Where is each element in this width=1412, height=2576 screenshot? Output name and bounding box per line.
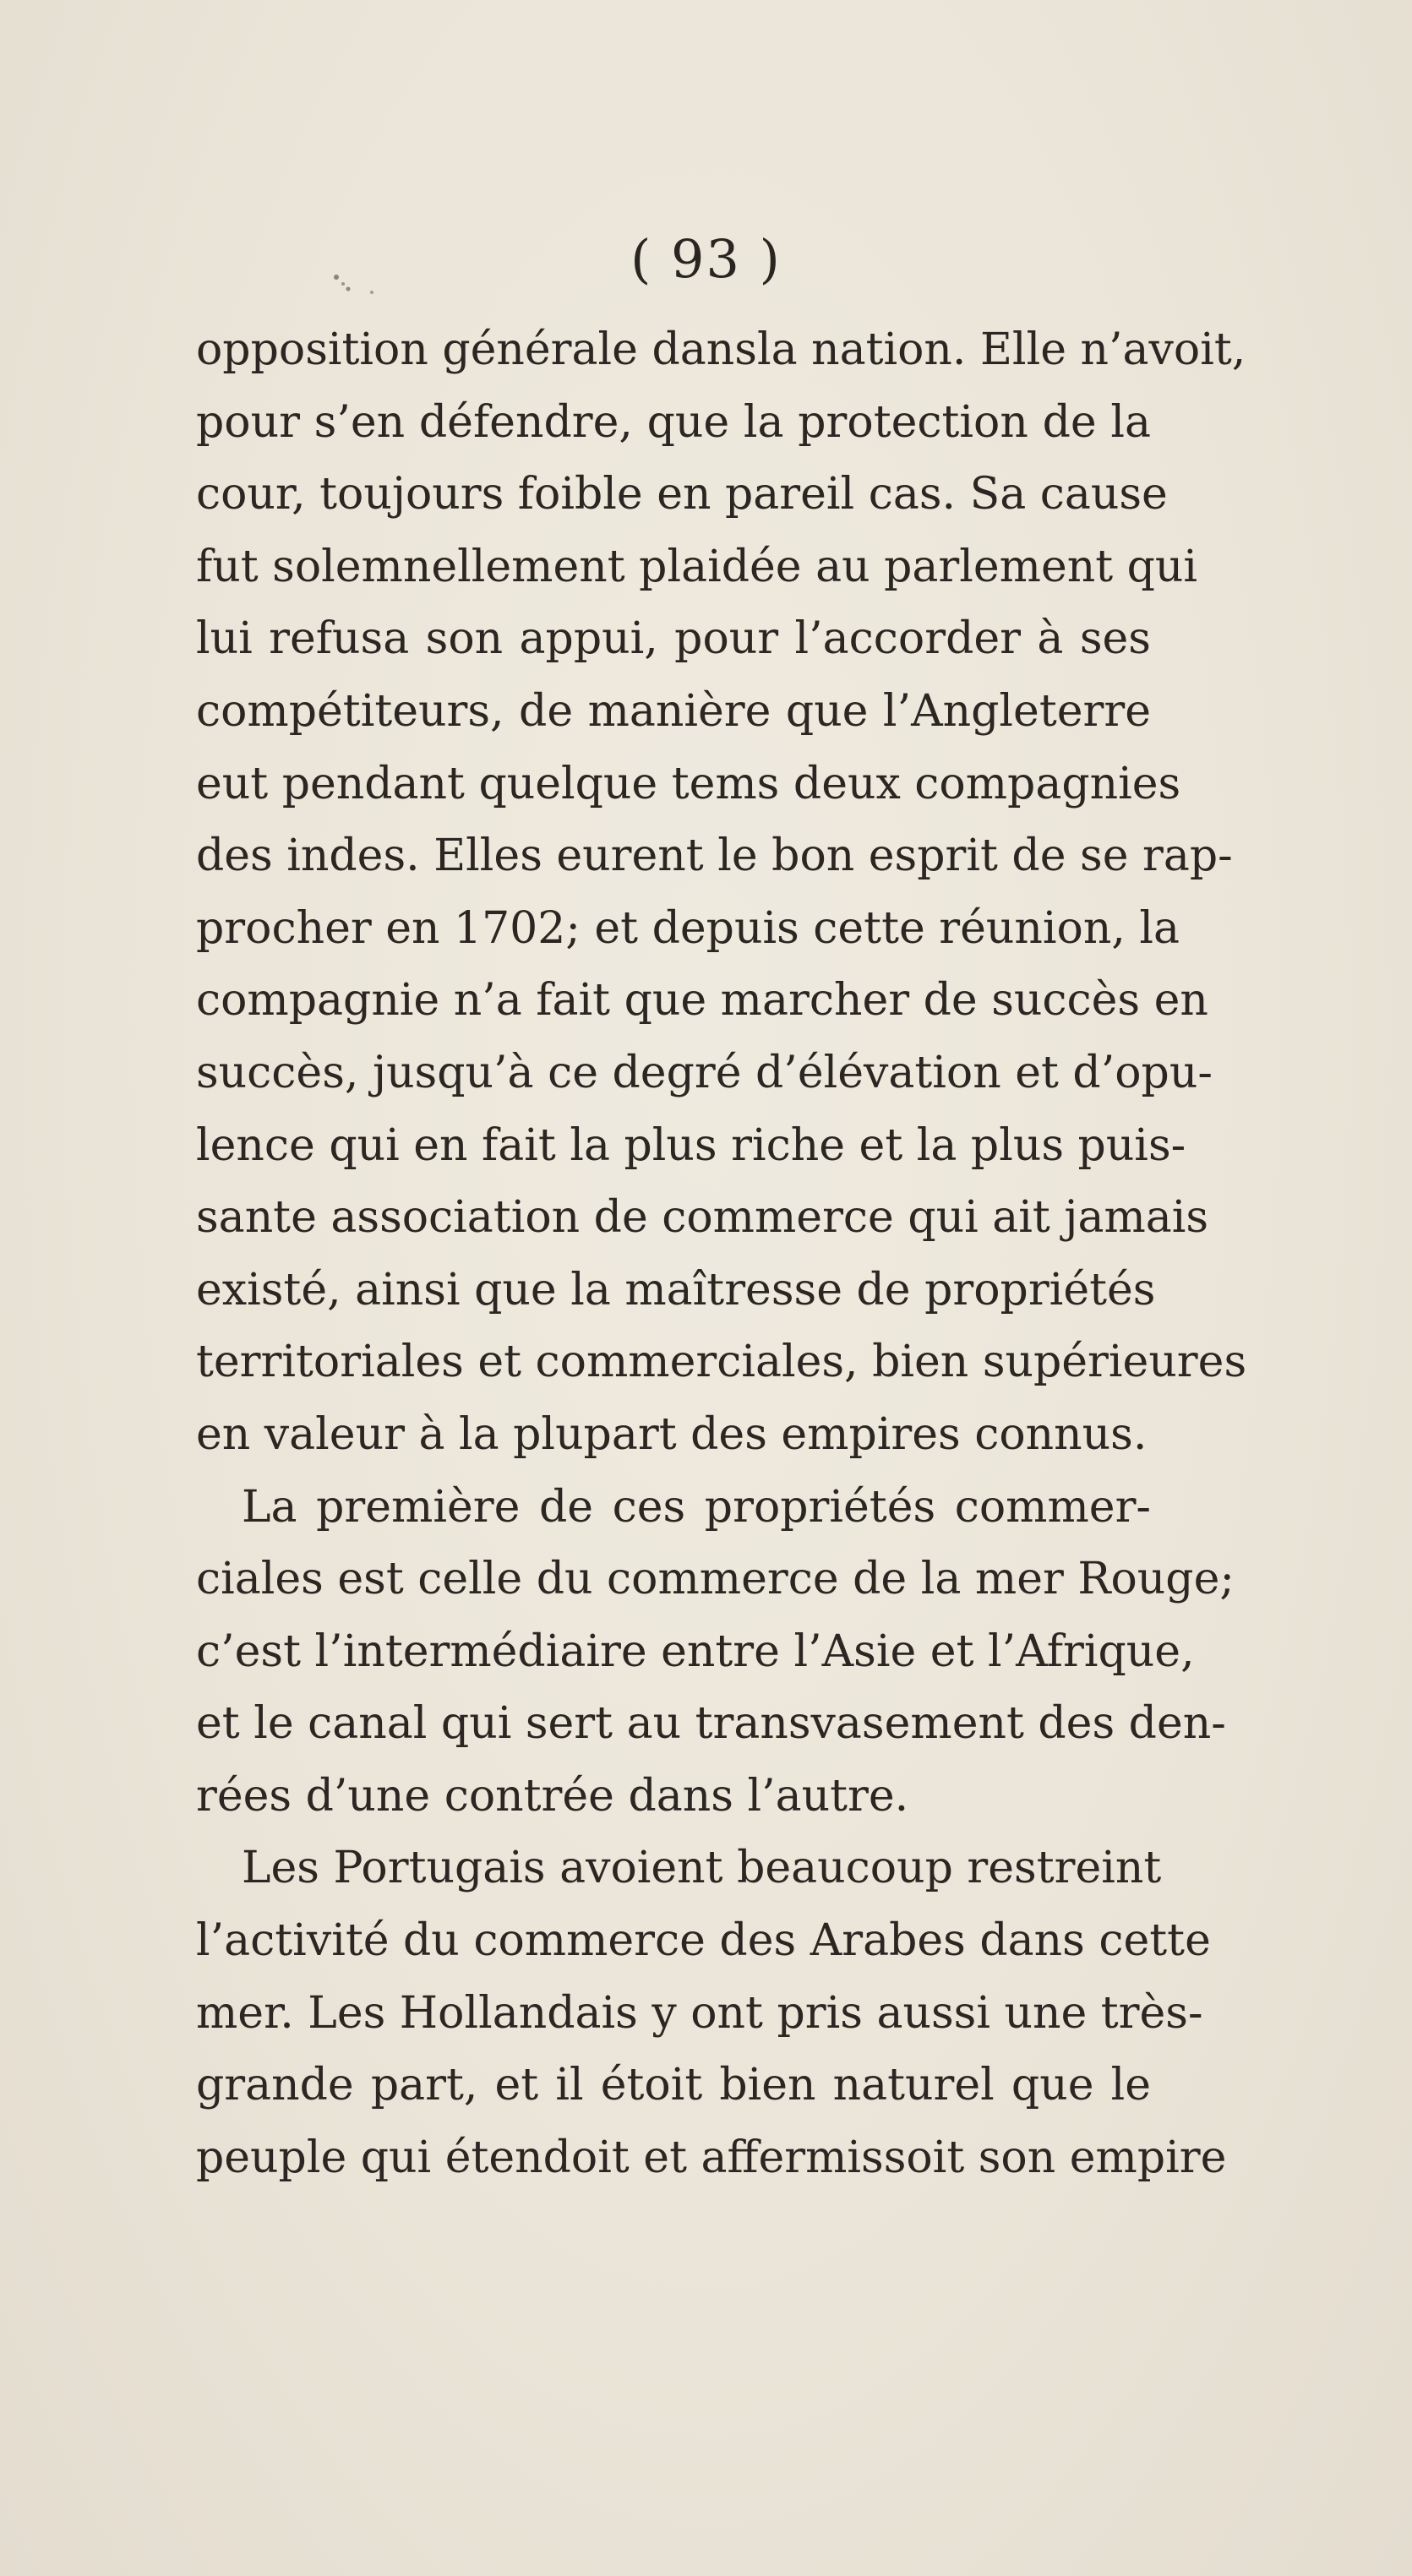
text-line: Les Portugais avoient beaucoup restreint bbox=[242, 1843, 1162, 1894]
text-line: compétiteurs, de manière que l’Angleterre bbox=[196, 685, 1151, 737]
body-text bbox=[196, 314, 1247, 2194]
text-line: pour s’en défendre, que la protection de la bbox=[196, 396, 1151, 448]
text-line: La première de ces propriétés commer- bbox=[242, 1481, 1151, 1533]
paragraph bbox=[196, 1833, 1227, 2194]
text-line: eut pendant quelque tems deux compagnies bbox=[196, 758, 1181, 809]
text-line: succès, jusqu’à ce degré d’élévation et d’opu- bbox=[196, 1047, 1213, 1098]
text-line: cour, toujours foible en pareil cas. Sa cause bbox=[196, 469, 1168, 520]
text-line: peuple qui étendoit et affermissoit son empire bbox=[196, 2132, 1227, 2183]
text-line: procher en 1702; et depuis cette réunion, la bbox=[196, 902, 1180, 954]
paragraph bbox=[196, 1472, 1235, 1833]
text-line: opposition générale dansla nation. Elle n’avoit, bbox=[196, 324, 1246, 375]
text-line: territoriales et commerciales, bien supérieures bbox=[196, 1337, 1247, 1388]
text-line: lui refusa son appui, pour l’accorder à ses bbox=[196, 613, 1151, 665]
text-line: l’activité du commerce des Arabes dans cette bbox=[196, 1915, 1211, 1967]
text-line: ciales est celle du commerce de la mer Rouge; bbox=[196, 1554, 1235, 1605]
text-line: en valeur à la plupart des empires connus. bbox=[196, 1408, 1148, 1460]
text-line: et le canal qui sert au transvasement des den- bbox=[196, 1698, 1226, 1750]
text-line: grande part, et il étoit bien naturel que le bbox=[196, 2060, 1151, 2111]
page-number: ( 93 ) bbox=[630, 228, 782, 290]
text-line: des indes. Elles eurent le bon esprit de se rap- bbox=[196, 831, 1233, 882]
text-line: existé, ainsi que la maîtresse de propriétés bbox=[196, 1264, 1156, 1315]
text-line: compagnie n’a fait que marcher de succès en bbox=[196, 975, 1208, 1027]
paragraph bbox=[196, 314, 1247, 1472]
text-line: fut solemnellement plaidée au parlement qui bbox=[196, 541, 1198, 592]
text-line: c’est l’intermédiaire entre l’Asie et l’Afrique, bbox=[196, 1626, 1195, 1677]
text-line: mer. Les Hollandais y ont pris aussi une très- bbox=[196, 1987, 1203, 2039]
text-line: lence qui en fait la plus riche et la plus puis- bbox=[196, 1119, 1186, 1171]
text-line: sante association de commerce qui ait jamais bbox=[196, 1192, 1209, 1244]
text-line: rées d’une contrée dans l’autre. bbox=[196, 1770, 909, 1822]
